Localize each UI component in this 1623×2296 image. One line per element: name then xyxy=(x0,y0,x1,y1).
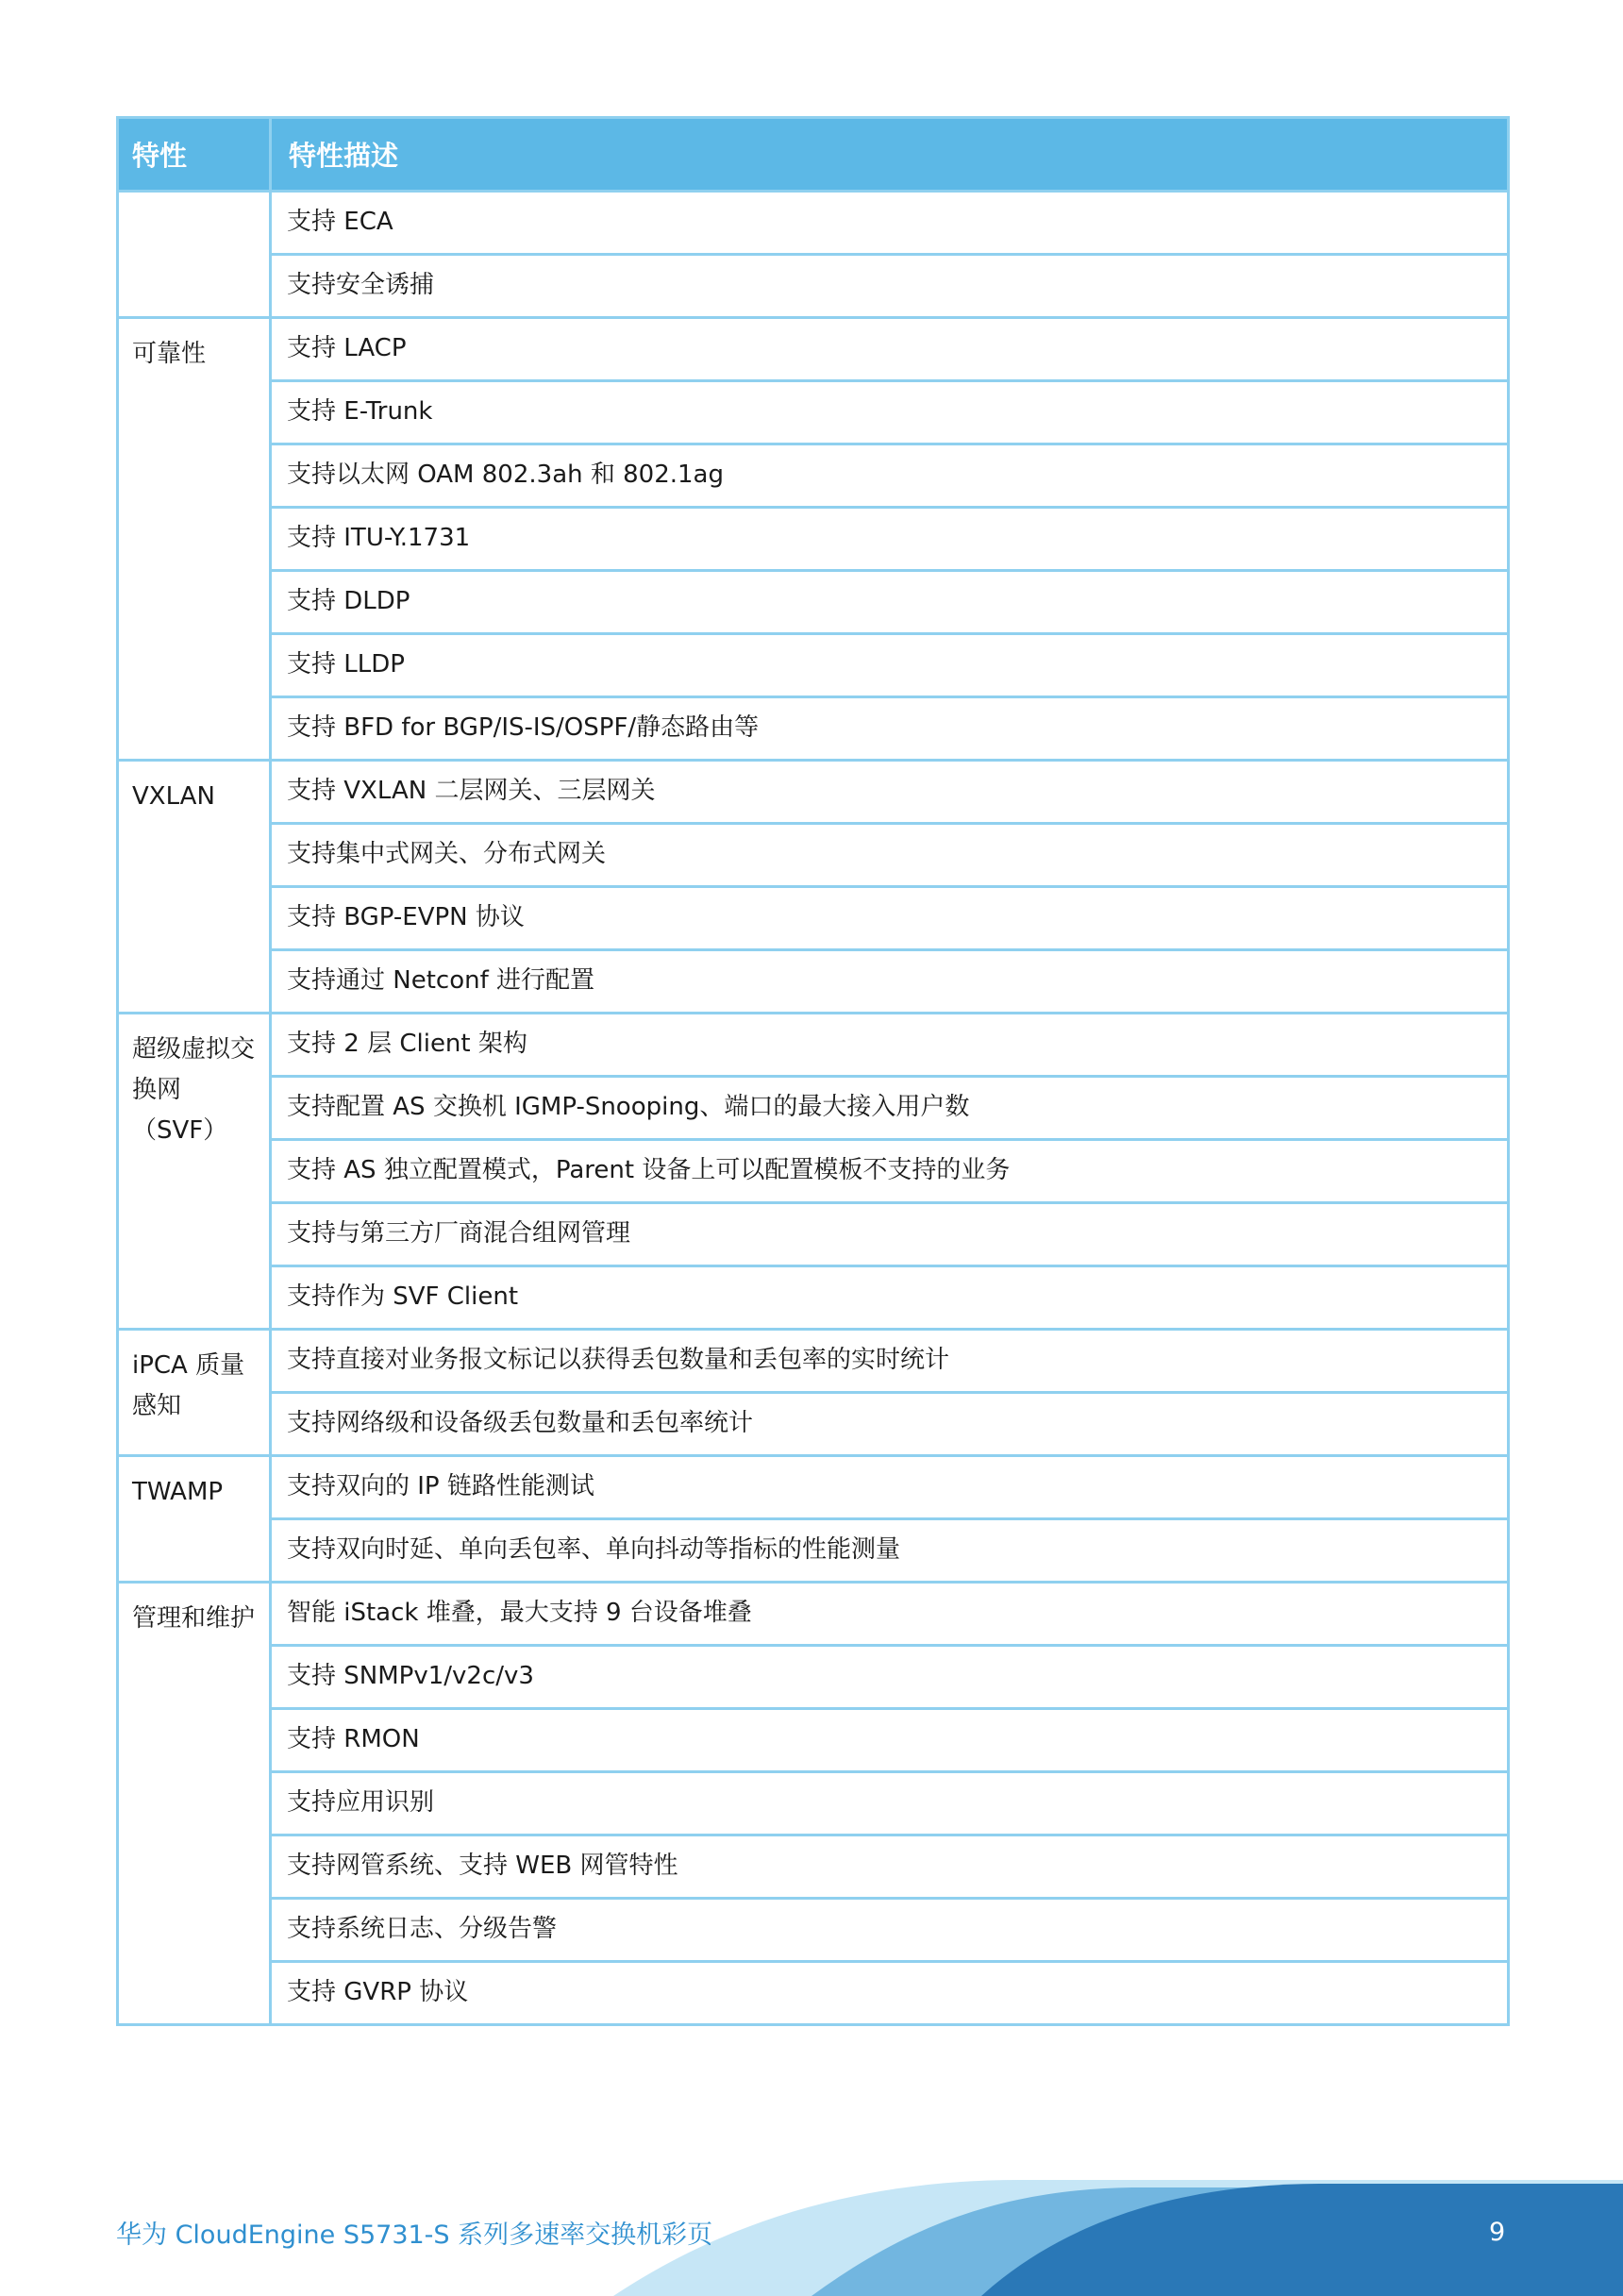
description-cell: 支持配置 AS 交换机 IGMP-Snooping、端口的最大接入用户数 xyxy=(271,1077,1509,1140)
table-row xyxy=(118,508,1509,571)
table-row xyxy=(118,1330,1509,1393)
table-row xyxy=(118,1962,1509,2025)
description-cell: 支持 BGP-EVPN 协议 xyxy=(271,887,1509,950)
table-row xyxy=(118,1709,1509,1772)
description-cell: 支持应用识别 xyxy=(271,1772,1509,1835)
table-row xyxy=(118,1014,1509,1077)
feature-cell: iPCA 质量 感知 xyxy=(118,1330,271,1456)
description-cell: 支持 ITU-Y.1731 xyxy=(271,508,1509,571)
table-row xyxy=(118,444,1509,508)
description-cell: 支持通过 Netconf 进行配置 xyxy=(271,950,1509,1014)
description-cell: 支持 SNMPv1/v2c/v3 xyxy=(271,1646,1509,1709)
table-row xyxy=(118,1266,1509,1330)
description-cell: 支持 AS 独立配置模式，Parent 设备上可以配置模板不支持的业务 xyxy=(271,1140,1509,1203)
table-row xyxy=(118,318,1509,381)
feature-cell: 管理和维护 xyxy=(118,1583,271,2025)
table-row xyxy=(118,192,1509,255)
description-cell: 支持 E-Trunk xyxy=(271,381,1509,444)
description-cell: 支持 ECA xyxy=(271,192,1509,255)
table-row xyxy=(118,1835,1509,1899)
description-cell: 支持 DLDP xyxy=(271,571,1509,634)
table-row xyxy=(118,571,1509,634)
table-row xyxy=(118,1140,1509,1203)
description-cell: 支持 LACP xyxy=(271,318,1509,381)
table-row xyxy=(118,1456,1509,1519)
description-cell: 支持 BFD for BGP/IS-IS/OSPF/静态路由等 xyxy=(271,697,1509,761)
description-cell: 支持直接对业务报文标记以获得丢包数量和丢包率的实时统计 xyxy=(271,1330,1509,1393)
header-description: 特性描述 xyxy=(271,118,1509,192)
table-row xyxy=(118,950,1509,1014)
description-cell: 支持 GVRP 协议 xyxy=(271,1962,1509,2025)
table-body xyxy=(118,192,1509,2025)
description-cell: 支持网络级和设备级丢包数量和丢包率统计 xyxy=(271,1393,1509,1456)
table-header-row xyxy=(118,118,1509,192)
table-row xyxy=(118,1519,1509,1583)
description-cell: 智能 iStack 堆叠，最大支持 9 台设备堆叠 xyxy=(271,1583,1509,1646)
description-cell: 支持 VXLAN 二层网关、三层网关 xyxy=(271,761,1509,824)
description-cell: 支持 LLDP xyxy=(271,634,1509,697)
table-row xyxy=(118,824,1509,887)
description-cell: 支持系统日志、分级告警 xyxy=(271,1899,1509,1962)
table-row xyxy=(118,1646,1509,1709)
spec-table xyxy=(116,116,1510,2026)
header-feature: 特性 xyxy=(118,118,271,192)
description-cell: 支持 RMON xyxy=(271,1709,1509,1772)
feature-cell xyxy=(118,192,271,318)
feature-cell: VXLAN xyxy=(118,761,271,1014)
table-row xyxy=(118,255,1509,318)
table-row xyxy=(118,697,1509,761)
table-row xyxy=(118,887,1509,950)
feature-cell: 超级虚拟交 换网 （SVF） xyxy=(118,1014,271,1330)
description-cell: 支持双向的 IP 链路性能测试 xyxy=(271,1456,1509,1519)
description-cell: 支持双向时延、单向丢包率、单向抖动等指标的性能测量 xyxy=(271,1519,1509,1583)
page-number: 9 xyxy=(1489,2218,1506,2247)
description-cell: 支持集中式网关、分布式网关 xyxy=(271,824,1509,887)
table-row xyxy=(118,634,1509,697)
table-row xyxy=(118,381,1509,444)
description-cell: 支持网管系统、支持 WEB 网管特性 xyxy=(271,1835,1509,1899)
description-cell: 支持作为 SVF Client xyxy=(271,1266,1509,1330)
table-row xyxy=(118,1393,1509,1456)
table-row xyxy=(118,1583,1509,1646)
footer-title: 华为 CloudEngine S5731-S 系列多速率交换机彩页 xyxy=(116,2221,713,2250)
description-cell: 支持 2 层 Client 架构 xyxy=(271,1014,1509,1077)
feature-cell: 可靠性 xyxy=(118,318,271,761)
description-cell: 支持与第三方厂商混合组网管理 xyxy=(271,1203,1509,1266)
table-row xyxy=(118,1772,1509,1835)
feature-cell: TWAMP xyxy=(118,1456,271,1583)
table-row xyxy=(118,761,1509,824)
table-row xyxy=(118,1899,1509,1962)
description-cell: 支持以太网 OAM 802.3ah 和 802.1ag xyxy=(271,444,1509,508)
table-row xyxy=(118,1203,1509,1266)
table-row xyxy=(118,1077,1509,1140)
description-cell: 支持安全诱捕 xyxy=(271,255,1509,318)
